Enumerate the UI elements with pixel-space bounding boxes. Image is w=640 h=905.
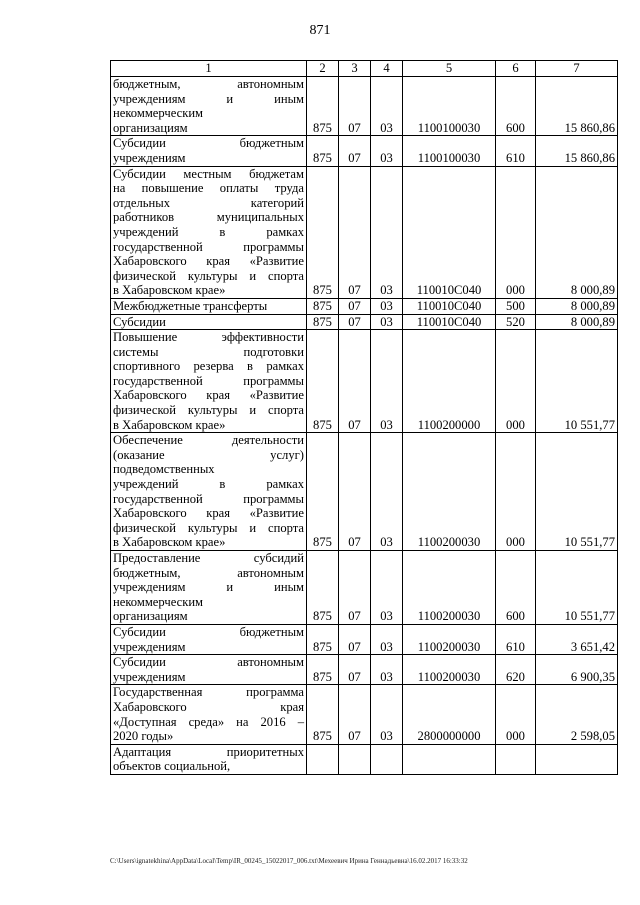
- row-name: [111, 166, 307, 298]
- row-name-line: физической культуры и спорта: [113, 403, 304, 418]
- row-name-line: некоммерческим: [113, 106, 204, 121]
- row-name-line: Хабаровского края «Развитие: [113, 388, 304, 403]
- row-name: [111, 685, 307, 744]
- column-header: 4: [371, 61, 403, 77]
- ministry-code: [307, 744, 339, 774]
- target-article-code: 1100100030: [403, 77, 496, 136]
- column-header: 6: [496, 61, 536, 77]
- section-code: 07: [339, 314, 371, 330]
- column-header: 5: [403, 61, 496, 77]
- target-article-code: 1100200030: [403, 551, 496, 625]
- subsection-code: [371, 744, 403, 774]
- expense-type-code: 600: [496, 77, 536, 136]
- subsection-code: 03: [371, 330, 403, 433]
- table-row: [111, 314, 618, 330]
- section-code: 07: [339, 298, 371, 314]
- table-row: [111, 166, 618, 298]
- ministry-code: 875: [307, 330, 339, 433]
- row-name-line: бюджетным, автономным: [113, 565, 304, 580]
- table-body: [111, 77, 618, 775]
- ministry-code: 875: [307, 314, 339, 330]
- row-name: [111, 624, 307, 654]
- row-name-line: Субсидии бюджетным: [113, 624, 304, 639]
- column-header: 2: [307, 61, 339, 77]
- row-name-line: физической культуры и спорта: [113, 268, 304, 283]
- target-article-code: [403, 744, 496, 774]
- ministry-code: 875: [307, 166, 339, 298]
- expense-type-code: 000: [496, 330, 536, 433]
- ministry-code: 875: [307, 655, 339, 685]
- expense-type-code: 610: [496, 136, 536, 166]
- table-row: [111, 624, 618, 654]
- amount: 15 860,86: [536, 136, 618, 166]
- row-name-line: бюджетным, автономным: [113, 77, 304, 91]
- target-article-code: 110010С040: [403, 298, 496, 314]
- row-name-line: (оказание услуг): [113, 447, 304, 462]
- subsection-code: 03: [371, 433, 403, 551]
- table-row: [111, 77, 618, 136]
- expense-type-code: 000: [496, 685, 536, 744]
- row-name-line: учреждениям и иным: [113, 580, 304, 595]
- ministry-code: 875: [307, 136, 339, 166]
- row-name-line: организациям: [113, 609, 188, 624]
- row-name-line: Субсидии автономным: [113, 655, 304, 670]
- budget-table: [110, 60, 618, 775]
- ministry-code: 875: [307, 77, 339, 136]
- row-name-line: в Хабаровском крае»: [113, 417, 226, 432]
- subsection-code: 03: [371, 166, 403, 298]
- subsection-code: 03: [371, 685, 403, 744]
- row-name-line: Предоставление субсидий: [113, 551, 304, 565]
- target-article-code: 1100200030: [403, 655, 496, 685]
- row-name-line: подведомственных: [113, 462, 215, 477]
- row-name-line: государственной программы: [113, 491, 304, 506]
- row-name-line: организациям: [113, 120, 188, 135]
- expense-type-code: [496, 744, 536, 774]
- table-row: [111, 433, 618, 551]
- row-name-line: Государственная программа: [113, 685, 304, 700]
- row-name-line: на повышение оплаты труда: [113, 181, 304, 196]
- section-code: 07: [339, 624, 371, 654]
- amount: 2 598,05: [536, 685, 618, 744]
- row-name-line: в Хабаровском крае»: [113, 535, 226, 550]
- subsection-code: 03: [371, 314, 403, 330]
- row-name-line: в Хабаровском крае»: [113, 283, 226, 298]
- table-row: [111, 330, 618, 433]
- row-name-line: объектов социальной,: [113, 759, 231, 774]
- row-name: [111, 744, 307, 774]
- section-code: 07: [339, 655, 371, 685]
- target-article-code: 1100100030: [403, 136, 496, 166]
- row-name: [111, 77, 307, 136]
- expense-type-code: 520: [496, 314, 536, 330]
- row-name: [111, 655, 307, 685]
- row-name-line: Адаптация приоритетных: [113, 744, 304, 759]
- row-name-line: государственной программы: [113, 239, 304, 254]
- row-name-line: учреждений в рамках: [113, 477, 304, 492]
- row-name-line: Хабаровского края «Развитие: [113, 254, 304, 269]
- row-name-line: некоммерческим: [113, 594, 204, 609]
- row-name-line: Хабаровского края «Развитие: [113, 506, 304, 521]
- expense-type-code: 000: [496, 433, 536, 551]
- target-article-code: 1100200030: [403, 624, 496, 654]
- row-name-line: спортивного резерва в рамках: [113, 359, 304, 374]
- section-code: [339, 744, 371, 774]
- row-name-line: Субсидии: [113, 314, 166, 329]
- table-row: [111, 685, 618, 744]
- row-name-line: физической культуры и спорта: [113, 520, 304, 535]
- section-code: 07: [339, 77, 371, 136]
- ministry-code: 875: [307, 551, 339, 625]
- amount: 8 000,89: [536, 314, 618, 330]
- table-row: [111, 744, 618, 774]
- amount: 10 551,77: [536, 433, 618, 551]
- ministry-code: 875: [307, 685, 339, 744]
- row-name-line: учреждений в рамках: [113, 224, 304, 239]
- row-name: [111, 314, 307, 330]
- row-name: [111, 298, 307, 314]
- target-article-code: 1100200030: [403, 433, 496, 551]
- column-header: 3: [339, 61, 371, 77]
- row-name-line: работников муниципальных: [113, 210, 304, 225]
- section-code: 07: [339, 166, 371, 298]
- subsection-code: 03: [371, 655, 403, 685]
- section-code: 07: [339, 551, 371, 625]
- row-name-line: Хабаровского края: [113, 699, 304, 714]
- row-name-line: отдельных категорий: [113, 195, 304, 210]
- amount: 10 551,77: [536, 551, 618, 625]
- row-name-line: Межбюджетные трансферты: [113, 298, 268, 313]
- row-name: [111, 433, 307, 551]
- column-header: 1: [111, 61, 307, 77]
- ministry-code: 875: [307, 624, 339, 654]
- column-header: 7: [536, 61, 618, 77]
- row-name-line: 2020 годы»: [113, 729, 174, 744]
- table-row: [111, 655, 618, 685]
- section-code: 07: [339, 685, 371, 744]
- expense-type-code: 620: [496, 655, 536, 685]
- row-name-line: учреждениям: [113, 639, 186, 654]
- ministry-code: 875: [307, 433, 339, 551]
- table-row: [111, 136, 618, 166]
- row-name-line: учреждениям и иным: [113, 91, 304, 106]
- target-article-code: 1100200000: [403, 330, 496, 433]
- subsection-code: 03: [371, 298, 403, 314]
- section-code: 07: [339, 136, 371, 166]
- row-name-line: учреждениям: [113, 150, 186, 165]
- amount: 3 651,42: [536, 624, 618, 654]
- file-path-footer: C:\Users\ignatekhina\AppData\Local\Temp\IR_00245_15022017_006.txt\Мехеевич Ирина Геннадьевна\16.02.2017 16:33:32: [110, 857, 468, 865]
- expense-type-code: 500: [496, 298, 536, 314]
- row-name-line: Обеспечение деятельности: [113, 433, 304, 448]
- amount: 6 900,35: [536, 655, 618, 685]
- subsection-code: 03: [371, 77, 403, 136]
- target-article-code: 2800000000: [403, 685, 496, 744]
- row-name-line: системы подготовки: [113, 344, 304, 359]
- subsection-code: 03: [371, 136, 403, 166]
- row-name-line: учреждениям: [113, 669, 186, 684]
- row-name-line: Повышение эффективности: [113, 330, 304, 345]
- target-article-code: 110010С040: [403, 166, 496, 298]
- expense-type-code: 600: [496, 551, 536, 625]
- ministry-code: 875: [307, 298, 339, 314]
- amount: [536, 744, 618, 774]
- row-name: [111, 330, 307, 433]
- amount: 10 551,77: [536, 330, 618, 433]
- expense-type-code: 000: [496, 166, 536, 298]
- table-row: [111, 298, 618, 314]
- subsection-code: 03: [371, 624, 403, 654]
- row-name: [111, 136, 307, 166]
- amount: 15 860,86: [536, 77, 618, 136]
- section-code: 07: [339, 330, 371, 433]
- row-name-line: «Доступная среда» на 2016 –: [113, 714, 304, 729]
- amount: 8 000,89: [536, 166, 618, 298]
- table-header-row: [111, 61, 618, 77]
- target-article-code: 110010С040: [403, 314, 496, 330]
- row-name-line: Субсидии местным бюджетам: [113, 166, 304, 181]
- page-number: 871: [309, 23, 331, 38]
- subsection-code: 03: [371, 551, 403, 625]
- row-name: [111, 551, 307, 625]
- row-name-line: Субсидии бюджетным: [113, 136, 304, 151]
- expense-type-code: 610: [496, 624, 536, 654]
- amount: 8 000,89: [536, 298, 618, 314]
- table-row: [111, 551, 618, 625]
- section-code: 07: [339, 433, 371, 551]
- row-name-line: государственной программы: [113, 373, 304, 388]
